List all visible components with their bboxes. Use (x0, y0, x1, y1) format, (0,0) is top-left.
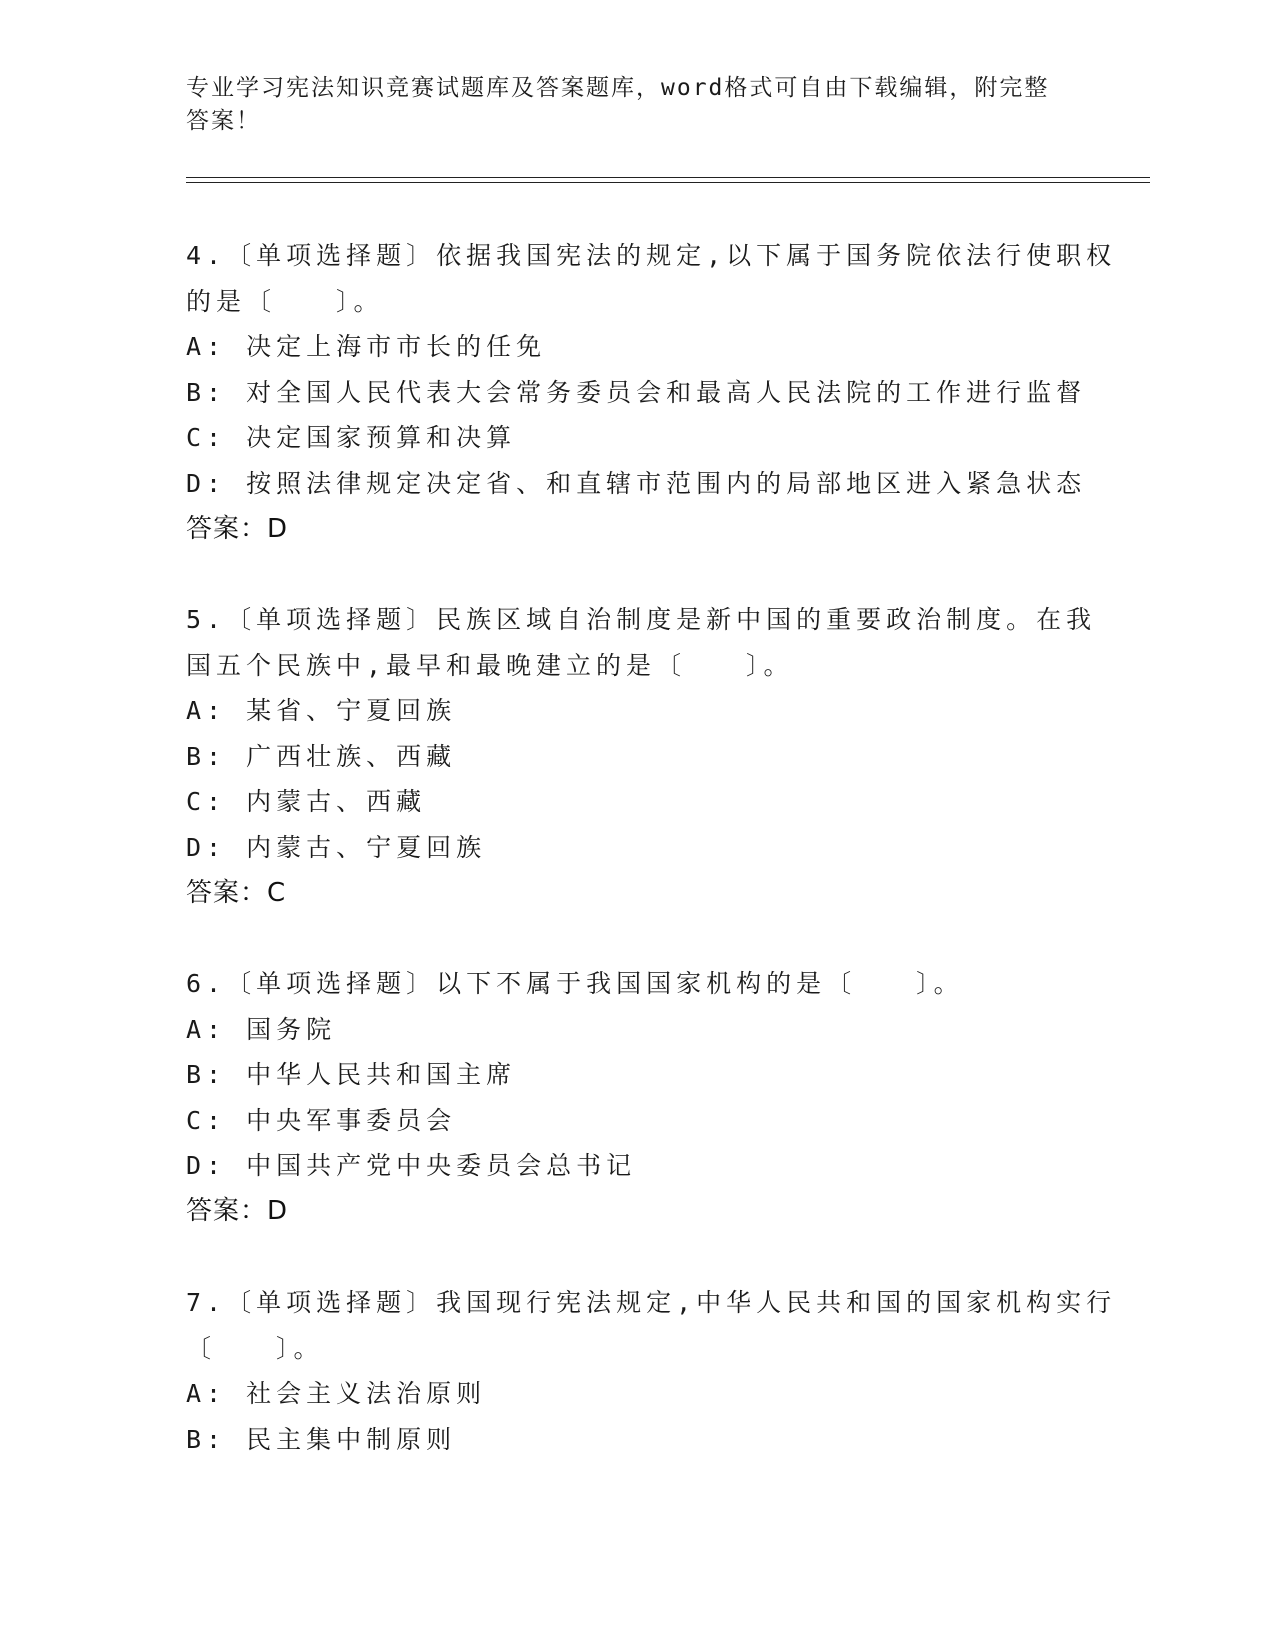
option-b: B: 广西壮族、西藏 (186, 741, 457, 771)
option-d: D: 中国共产党中央委员会总书记 (186, 1151, 637, 1181)
option-a: A: 决定上海市市长的任免 (186, 332, 547, 362)
question-stem-line: 5.〔单项选择题〕民族区域自治制度是新中国的重要政治制度。在我 (186, 605, 1097, 634)
option-a: A: 某省、宁夏回族 (186, 696, 457, 726)
option-b: B: 民主集中制原则 (186, 1424, 457, 1454)
question-stem-line: 国五个民族中,最早和最晚建立的是〔 〕。 (186, 650, 794, 680)
option-a: A: 社会主义法治原则 (186, 1379, 487, 1409)
option-c: C: 决定国家预算和决算 (186, 423, 517, 453)
option-a: A: 国务院 (186, 1014, 337, 1044)
option-b: B: 对全国人民代表大会常务委员会和最高人民法院的工作进行监督 (186, 377, 1087, 407)
header-divider-bottom (186, 182, 1150, 183)
question-stem-line: 7.〔单项选择题〕我国现行宪法规定,中华人民共和国的国家机构实行 (186, 1288, 1117, 1317)
question-stem-line: 4.〔单项选择题〕依据我国宪法的规定,以下属于国务院依法行使职权 (186, 241, 1117, 270)
header-divider-top (186, 177, 1150, 178)
answer: 答案：D (186, 513, 289, 544)
answer: 答案：C (186, 877, 287, 908)
question-4 (186, 233, 1117, 552)
option-b: B: 中华人民共和国主席 (186, 1060, 517, 1090)
question-stem-line: 的是〔 〕。 (186, 286, 384, 316)
option-c: C: 中央军事委员会 (186, 1105, 457, 1135)
question-stem-line: 6.〔单项选择题〕以下不属于我国国家机构的是〔 〕。 (186, 969, 964, 998)
document-intro: 专业学习宪法知识竞赛试题库及答案题库，word格式可自由下载编辑，附完整答案！ (186, 75, 1050, 134)
option-d: D: 内蒙古、宁夏回族 (186, 832, 487, 862)
option-d: D: 按照法律规定决定省、和直辖市范围内的局部地区进入紧急状态 (186, 468, 1087, 498)
question-5 (186, 597, 1097, 916)
option-c: C: 内蒙古、西藏 (186, 787, 427, 817)
question-6 (186, 961, 1086, 1235)
question-7 (186, 1280, 1117, 1462)
answer: 答案：D (186, 1195, 289, 1226)
question-stem-line: 〔 〕。 (186, 1333, 324, 1363)
